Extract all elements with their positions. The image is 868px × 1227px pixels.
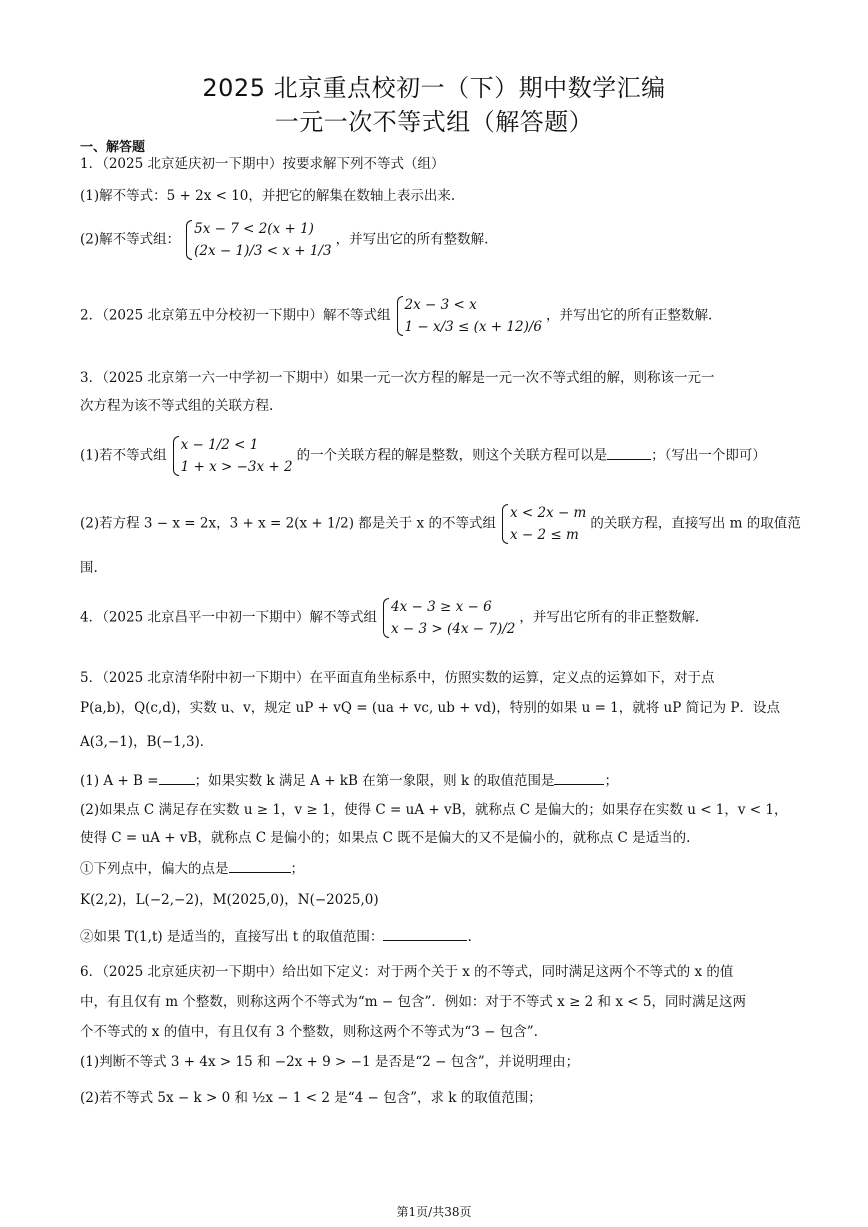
q2-eq2: 1 − x/3 ≤ (x + 12)/6: [404, 319, 542, 335]
q5-points: K(2,2)，L(−2,−2)，M(2025,0)，N(−2025,0): [80, 892, 379, 908]
q1-part2-suffix: ，并写出它的所有整数解.: [335, 231, 489, 248]
page-subtitle: 一元一次不等式组（解答题）: [274, 108, 594, 136]
q5-c1: ①下列点中，偏大的点是: [80, 861, 229, 877]
q3-p2-eq2: x − 2 ≤ m: [509, 527, 579, 543]
q5-line1: 5．（2025 北京清华附中初一下期中）在平面直角坐标系中，仿照实数的运算，定义点的运算如下，对于点: [80, 670, 715, 686]
page-title: 2025 北京重点校初一（下）期中数学汇编: [202, 74, 666, 102]
q3-p1-suffix: 的一个关联方程的解是整数，则这个关联方程可以是: [296, 447, 608, 464]
q1-part2-prefix: (2)解不等式组：: [80, 231, 181, 248]
q3-system1: [171, 434, 293, 478]
q3-p2-eq1: x < 2x − m: [509, 505, 587, 521]
q5-choice2: [80, 926, 472, 947]
q4-eq2: x − 3 > (4x − 7)/2: [391, 621, 516, 637]
q3-part2-line2: 围.: [80, 560, 98, 576]
q2-prefix: 2．（2025 北京第五中分校初一下期中）解不等式组: [80, 307, 391, 324]
q2-system: [395, 294, 543, 338]
q6-line3: 个不等式的 x 的值中，有且仅有 3 个整数，则称这两个不等式为“3 − 包含”.: [80, 1024, 538, 1040]
q4-prefix: 4．（2025 北京昌平一中初一下期中）解不等式组: [80, 609, 377, 626]
q5-line2: P(a,b)，Q(c,d)，实数 u、v，规定 uP + vQ = (ua + vc, ub + vd)，特别的如果 u = 1，就将 uP 简记为 P．设点: [80, 700, 781, 716]
q5-c2-blank[interactable]: [383, 926, 467, 941]
q1-eq1: 5x − 7 < 2(x + 1): [194, 221, 314, 237]
q5-part2a: (2)如果点 C 满足存在实数 u ≥ 1，v ≥ 1，使得 C = uA + vB，就称点 C 是偏大的；如果存在实数 u < 1，v < 1，: [80, 802, 788, 818]
q3-p2-prefix: (2)若方程 3 − x = 2x，3 + x = 2(x + 1/2) 都是关于 x 的不等式组: [80, 515, 496, 532]
q3-part2: [80, 502, 801, 546]
q5-p1b: ；如果实数 k 满足 A + kB 在第一象限，则 k 的取值范围是: [194, 773, 555, 789]
q3-p2-suffix: 的关联方程，直接写出 m 的取值范: [590, 515, 801, 532]
q4-eq1: 4x − 3 ≥ x − 6: [391, 599, 492, 615]
q2-suffix: ，并写出它的所有正整数解.: [546, 307, 713, 324]
q6-part2: (2)若不等式 5x − k > 0 和 ½x − 1 < 2 是“4 − 包含”，求 k 的取值范围；: [80, 1090, 542, 1106]
q1-system: [184, 218, 332, 262]
q5-p1a: (1) A + B =: [80, 773, 159, 789]
q5-c1-blank[interactable]: [229, 858, 291, 873]
q3-system2: [500, 502, 586, 546]
q1-stem: 1．（2025 北京延庆初一下期中）按要求解下列不等式（组）: [80, 156, 445, 172]
q5-choice1: [80, 858, 304, 879]
q4-system: [381, 596, 515, 640]
q3-stem2: 次方程为该不等式组的关联方程.: [80, 398, 274, 414]
q6-line2: 中，有且仅有 m 个整数，则称这两个不等式为“m − 包含”．例如：对于不等式 x ≥ 2 和 x < 5，同时满足这两: [80, 994, 746, 1010]
q3-stem1: 3．（2025 北京第一六一中学初一下期中）如果一元一次方程的解是一元一次不等式组的解，则称该一元一: [80, 370, 715, 386]
q1-part2: [80, 218, 488, 262]
q5-c1-end: ；: [290, 861, 304, 877]
q5-p1-blank2[interactable]: [554, 770, 604, 785]
q5-c2-end: .: [467, 929, 472, 945]
q2-eq1: 2x − 3 < x: [404, 297, 477, 313]
q6-part1: (1)判断不等式 3 + 4x > 15 和 −2x + 9 > −1 是否是“2 − 包含”，并说明理由；: [80, 1054, 580, 1070]
q3-p1-prefix: (1)若不等式组: [80, 447, 167, 464]
q5-line3: A(3,−1)，B(−1,3)．: [80, 734, 214, 750]
q2: [80, 294, 712, 338]
q1-part1: (1)解不等式：5 + 2x < 10，并把它的解集在数轴上表示出来.: [80, 188, 456, 204]
q3-part1: [80, 434, 766, 478]
q3-p1-tail: ；（写出一个即可）: [651, 447, 766, 464]
q4-suffix: ，并写出它所有的非正整数解.: [519, 609, 700, 626]
page-footer: 第1页/共38页: [396, 1205, 472, 1219]
section-heading: 一、解答题: [80, 140, 146, 155]
q5-p1-blank1[interactable]: [159, 770, 195, 785]
q5-c2: ②如果 T(1,t) 是适当的，直接写出 t 的取值范围：: [80, 929, 384, 945]
q6-line1: 6．（2025 北京延庆初一下期中）给出如下定义：对于两个关于 x 的不等式，同时满足这两个不等式的 x 的值: [80, 964, 734, 980]
q5-part2b: 使得 C = uA + vB，就称点 C 是偏小的；如果点 C 既不是偏大的又不是偏小的，就称点 C 是适当的.: [80, 830, 691, 846]
q1-eq2: (2x − 1)/3 < x + 1/3: [194, 243, 332, 259]
q5-part1: [80, 770, 618, 791]
q3-p1-eq1: x − 1/2 < 1: [180, 437, 259, 453]
q3-p1-blank[interactable]: [607, 445, 651, 460]
q5-p1c: ；: [604, 773, 618, 789]
q3-p1-eq2: 1 + x > −3x + 2: [180, 459, 293, 475]
q4: [80, 596, 699, 640]
